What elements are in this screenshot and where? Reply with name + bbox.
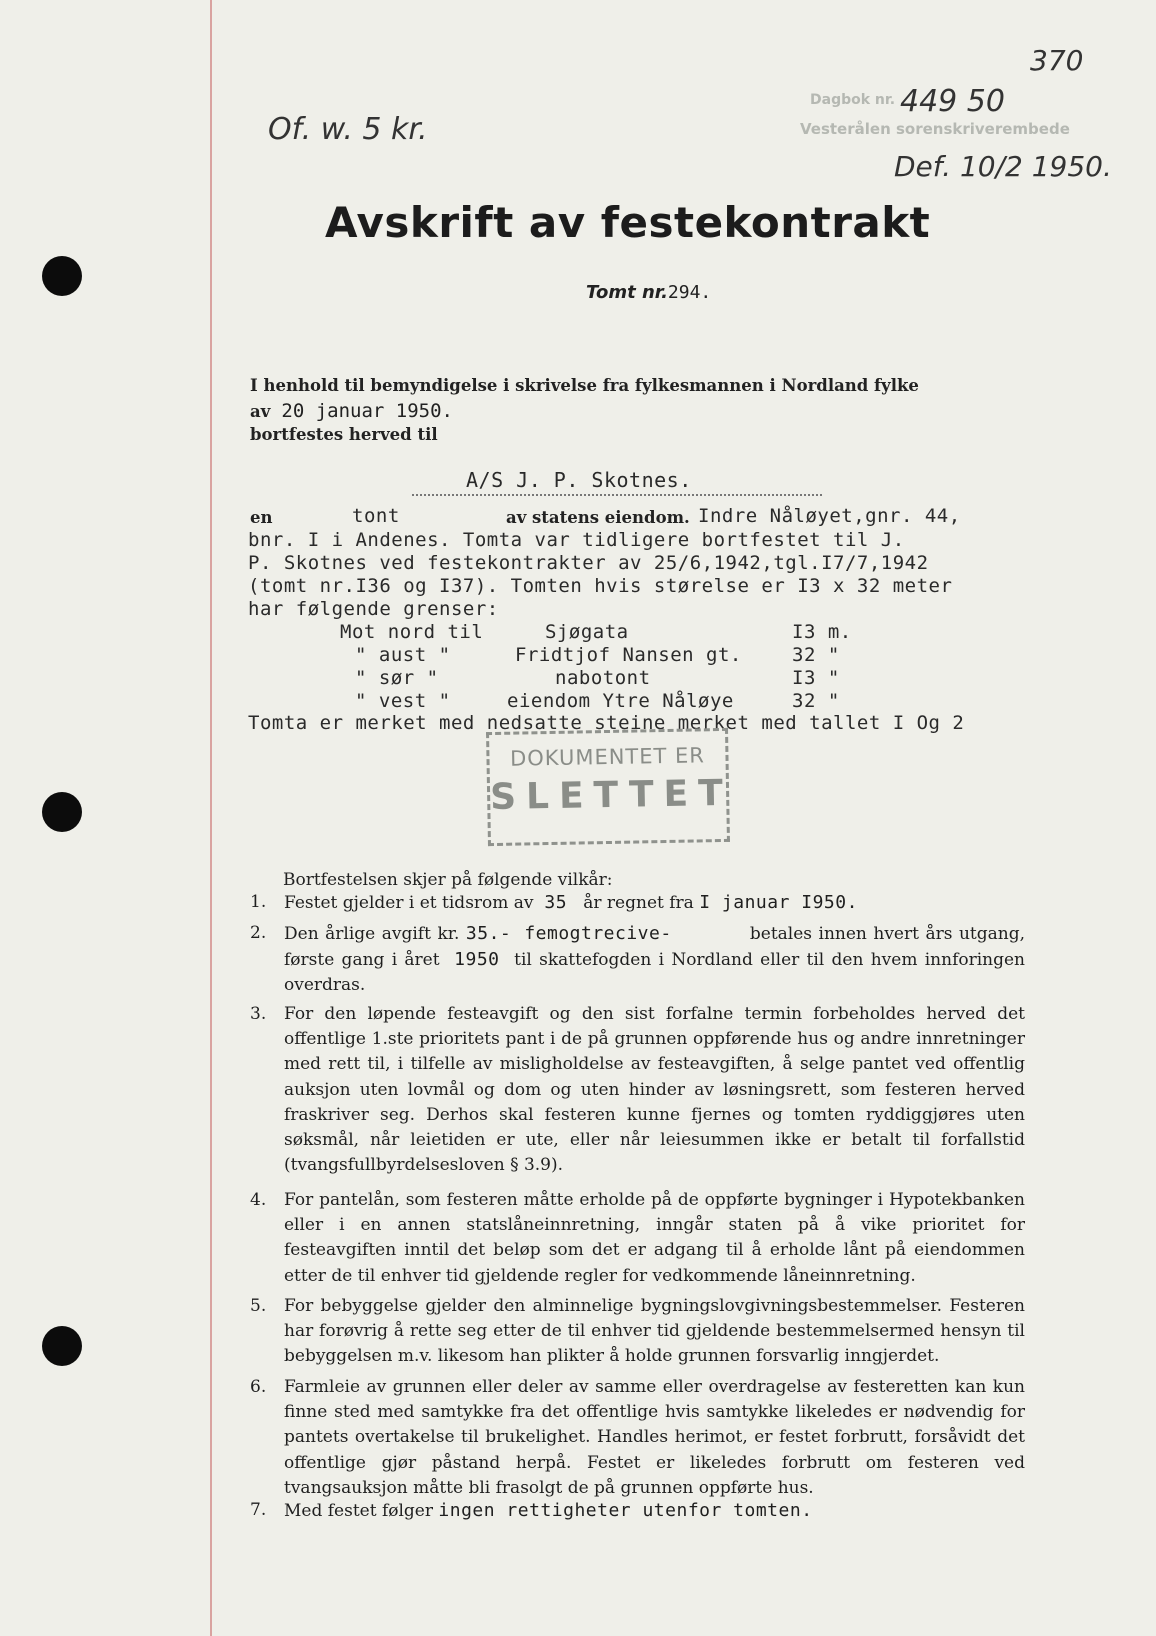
en-label: en	[250, 508, 273, 527]
condition-text: Den årlige avgift kr.	[284, 924, 460, 944]
boundary-desc: Sjøgata	[545, 621, 629, 643]
condition-4	[250, 1188, 1025, 1289]
annual-fee-amount: 35.-	[465, 923, 512, 944]
property-type: tont	[352, 505, 400, 527]
plot-number-value: 294.	[667, 282, 712, 303]
property-location: Indre Nåløyet,gnr. 44,	[698, 505, 961, 527]
punch-hole-3	[42, 1326, 82, 1366]
plot-number	[586, 282, 711, 303]
conditions-intro: Bortfestelsen skjer på følgende vilkår:	[283, 870, 613, 890]
condition-number: 4.	[250, 1190, 267, 1210]
deleted-stamp	[486, 728, 734, 846]
first-payment-year: 1950	[454, 949, 500, 971]
condition-text: til skattefogden i Nordland eller til den hvem innforingen overdras.	[284, 950, 1026, 996]
handwritten-fee-note: Of. w. 5 kr.	[268, 112, 428, 147]
condition-3	[250, 1002, 1025, 1178]
boundary-prefix: Mot nord til	[340, 621, 484, 643]
lease-years: 35	[544, 892, 568, 913]
boundary-length: 32 "	[792, 644, 840, 666]
boundary-prefix: " vest "	[355, 690, 451, 712]
condition-number: 6.	[250, 1377, 267, 1397]
intro-line: I henhold til bemyndigelse i skrivelse fra fylkesmannen i Nordland fylke	[250, 376, 919, 395]
punch-hole-2	[42, 792, 82, 832]
boundary-prefix: " aust "	[355, 644, 451, 666]
lease-start-date: I januar I950.	[699, 892, 858, 913]
intro-date-line	[250, 400, 453, 422]
condition-1	[250, 890, 1025, 916]
plot-number-label: Tomt nr.	[586, 282, 668, 303]
lessee-name: A/S J. P. Skotnes.	[466, 468, 692, 492]
condition-number: 5.	[250, 1296, 267, 1316]
condition-7	[250, 1498, 1025, 1524]
faint-court-label: Vesterålen sorenskriverembede	[800, 120, 1070, 138]
condition-number: 2.	[250, 923, 267, 943]
boundary-prefix: " sør "	[355, 667, 439, 689]
condition-5	[250, 1294, 1025, 1370]
faint-diary-label: Dagbok nr.	[810, 92, 896, 108]
boundary-length: 32 "	[792, 690, 840, 712]
boundary-length: I3 m.	[792, 621, 852, 643]
condition-number: 3.	[250, 1004, 267, 1024]
page-number: 370	[1030, 44, 1084, 77]
condition-text: Festet gjelder i et tidsrom av	[284, 893, 534, 913]
boundary-desc: Fridtjof Nansen gt.	[515, 644, 742, 666]
condition-number: 7.	[250, 1500, 267, 1520]
property-line-4: (tomt nr.I36 og I37). Tomten hvis størelse er I3 x 32 meter	[248, 575, 953, 597]
boundary-marking-line: Tomta er merket med nedsatte steine merket med tallet I Og 2	[248, 712, 965, 734]
condition-typed-text: ingen rettigheter utenfor tomten.	[438, 1500, 813, 1521]
av-label: av	[250, 402, 271, 421]
registration-date: Def. 10/2 1950.	[894, 150, 1112, 183]
condition-text: For pantelån, som festeren måtte erholde på de oppførte bygninger i Hypotekbanken eller i en annen statslåneinnretning, inngår staten på å vike prioritet for festeavgiften inntil det beløp som det er adgang til å erholde lånt på eiendommen etter de til enhver tid gjeldende regler for vedkommende låneinnretning.	[284, 1190, 1025, 1286]
condition-number: 1.	[250, 892, 267, 912]
condition-text: Farmleie av grunnen eller deler av samme eller overdragelse av festeretten kan kun finne sted med samtykke fra det offentlige hvis samtykke likeledes er nødvendig for pantets overtakelse til brukelighet. Handles herimot, er festet forbrutt, forsåvidt det offentlige gjør påstand herpå. Festet er likeledes forbrutt om festeren ved tvangsauksjon måtte bli frasolgt de på grunnen oppførte hus.	[284, 1377, 1025, 1498]
condition-text: år regnet fra	[583, 893, 694, 913]
punch-hole-1	[42, 256, 82, 296]
state-property-label: av statens eiendom.	[506, 508, 690, 527]
boundary-desc: nabotont	[555, 667, 651, 689]
diary-number: 449 50	[900, 84, 1005, 119]
condition-2	[250, 921, 1025, 999]
condition-text: Med festet følger	[284, 1501, 433, 1521]
document-title: Avskrift av festekontrakt	[325, 198, 931, 247]
property-line-3: P. Skotnes ved festekontrakter av 25/6,1942,tgl.I7/7,1942	[248, 552, 929, 574]
stamp-line-2: SLETTET	[489, 772, 734, 819]
property-line-5: har følgende grenser:	[248, 598, 499, 620]
annual-fee-words: femogtrecive-	[524, 923, 672, 944]
condition-6	[250, 1375, 1025, 1501]
boundary-desc: eiendom Ytre Nåløye	[507, 690, 734, 712]
intro-date: 20 januar 1950.	[281, 400, 453, 422]
boundary-length: I3 "	[792, 667, 840, 689]
red-margin-line	[210, 0, 212, 1636]
bortfestes-line: bortfestes herved til	[250, 425, 438, 444]
condition-text: For den løpende festeavgift og den sist forfalne termin forbeholdes herved det offentlige 1.ste prioritets pant i de på grunnen oppførende hus og andre innretninger med rett til, i tilfelle av misligholdelse av festeavgiften, å selge pantet ved offentlig auksjon uten lovmål og dom og uten hinder av løsningsrett, som festeren herved fraskriver seg. Derhos skal festeren kunne fjernes og tomten ryddiggjøres uten søksmål, når leietiden er ute, eller når leiesummen ikke er betalt til forfallstid (tvangsfullbyrdelsesloven § 3.9).	[284, 1004, 1025, 1176]
stamp-line-1: DOKUMENTET ER	[509, 743, 706, 771]
condition-text: For bebyggelse gjelder den alminnelige bygningslovgivningsbestemmelser. Festeren har forøvrig å rette seg etter de til enhver tid gjeldende bestemmelsermed hensyn til bebyggelsen m.v. likesom han plikter å holde grunnen forsvarlig inngjerdet.	[284, 1296, 1025, 1367]
lessee-dotted-line	[412, 494, 822, 496]
property-line-2: bnr. I i Andenes. Tomta var tidligere bortfestet til J.	[248, 529, 905, 551]
condition-text: betales innen hvert års utgang, første gang i året	[284, 924, 1025, 971]
